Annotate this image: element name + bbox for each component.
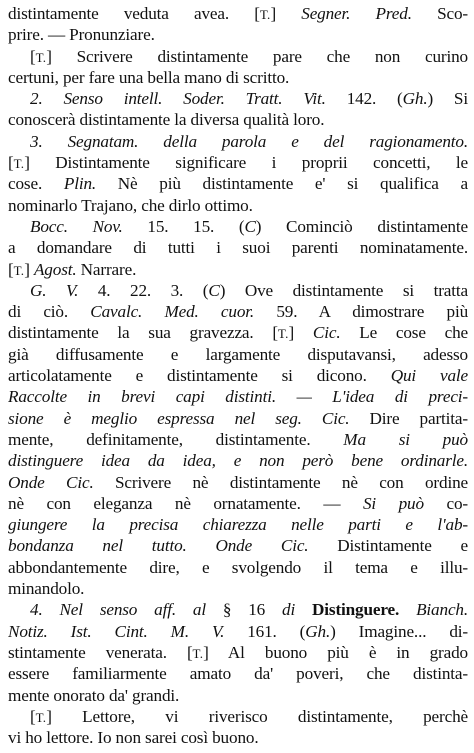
source-marker: T. — [259, 7, 271, 22]
text-segment: già diffusamente e largamente disputavansi, adesso — [8, 344, 468, 364]
text-segment: ) Si — [427, 89, 468, 109]
text-line — [8, 344, 468, 365]
text-line — [8, 450, 468, 471]
text-segment: nominarlo Trajano, che dirlo ottimo. — [8, 195, 253, 215]
text-segment: co- — [423, 493, 468, 513]
source-marker: T. — [13, 156, 25, 172]
text-segment: 15. 15. ( — [122, 216, 245, 236]
text-line — [8, 557, 468, 578]
text-segment: Le cose che — [340, 323, 468, 343]
text-segment: 161. ( — [224, 621, 306, 641]
italic-text: Segner. Pred. — [301, 4, 412, 23]
text-line — [8, 259, 468, 280]
italic-text: Gh. — [402, 89, 428, 109]
text-line — [8, 706, 468, 727]
text-segment: [ — [8, 259, 14, 279]
italic-text: Ma si può — [343, 429, 468, 449]
text-line — [8, 322, 468, 343]
italic-text: G. V. — [30, 280, 79, 300]
text-segment: mente onorato da' grandi. — [8, 685, 180, 705]
text-line — [8, 216, 468, 237]
text-segment: [ — [30, 46, 36, 66]
text-line — [8, 429, 468, 450]
italic-text: C — [208, 280, 220, 300]
italic-text: Cavalc. Med. cuor. — [90, 302, 255, 322]
text-segment: [ — [30, 706, 36, 726]
text-line — [8, 280, 468, 301]
source-marker: T. — [35, 49, 47, 65]
italic-text: distinguere idea da idea, e non però bene ordinarle. — [8, 451, 468, 471]
italic-text: Plin. — [63, 174, 97, 194]
text-segment: minandolo. — [8, 579, 85, 599]
text-segment: ] Al buono più è in grado — [203, 642, 468, 662]
text-segment: Scrivere nè distintamente nè con ordine — [93, 472, 468, 492]
text-segment: distintamente veduta avea. [ — [8, 4, 260, 23]
text-segment: cose. — [8, 174, 64, 194]
source-marker: T. — [13, 262, 25, 278]
text-line — [8, 67, 468, 88]
italic-text: Si può — [362, 493, 424, 513]
italic-text: giungere la precisa chiarezza nelle parti e l'ab- — [8, 515, 468, 535]
text-segment: di ciò. — [8, 302, 91, 322]
text-segment: ) Imagine... di- — [330, 621, 468, 641]
text-segment: ) Ove distintamente si tratta — [219, 280, 468, 300]
text-line — [8, 727, 468, 748]
text-segment: vi ho lettore. Io non sarei così buono. — [8, 728, 259, 748]
text-line — [8, 472, 468, 493]
text-line — [8, 493, 468, 514]
text-segment: [ — [8, 153, 14, 173]
italic-text: 3. Segnatam. della parola e del ragionamento. — [30, 131, 468, 151]
text-line — [8, 365, 468, 386]
text-line — [8, 642, 468, 663]
italic-text: 2. Senso intell. Soder. Tratt. Vit. — [30, 89, 326, 109]
text-segment: ) Cominciò distintamente — [255, 216, 468, 236]
text-segment: prire. — Pronunziare. — [8, 25, 155, 45]
text-line — [8, 408, 468, 429]
text-segment: 4. 22. 3. ( — [78, 280, 209, 300]
text-segment: abbondantemente dire, e svolgendo il tema e illu- — [8, 557, 468, 577]
italic-text: C — [244, 216, 256, 236]
text-segment: ] Scrivere distintamente pare che non curino — [46, 46, 468, 66]
text-line — [8, 535, 468, 556]
italic-text: Notiz. Ist. Cint. M. V. — [8, 621, 225, 641]
source-marker: T. — [192, 645, 204, 661]
text-line — [8, 152, 468, 173]
text-segment: ] Lettore, vi riverisco distintamente, perchè — [46, 706, 468, 726]
text-line — [8, 386, 468, 407]
text-segment: ] — [270, 4, 302, 23]
text-segment: Sco- — [411, 4, 468, 23]
text-segment: mente, definitamente, distintamente. — [8, 429, 344, 449]
text-line — [8, 88, 468, 109]
italic-text: Gh. — [305, 621, 331, 641]
text-segment: nè con eleganza nè ornatamente. — — [8, 493, 363, 513]
source-marker: T. — [35, 709, 47, 725]
text-line — [8, 663, 468, 684]
italic-text: Raccolte in brevi capi distinti. — L'idea di preci- — [8, 387, 468, 407]
text-segment: ] — [24, 259, 34, 279]
text-line — [8, 578, 468, 599]
text-segment: articolatamente e distintamente si dicono. — [8, 366, 391, 386]
text-segment: Dire partita- — [349, 408, 468, 428]
text-line — [8, 195, 468, 216]
text-line — [8, 514, 468, 535]
text-segment: stintamente venerata. [ — [8, 642, 193, 662]
text-segment: conoscerà distintamente la diversa qualità loro. — [8, 110, 325, 130]
text-segment: a domandare di tutti i suoi parenti nominatamente. — [8, 238, 468, 258]
source-marker: T. — [277, 326, 289, 342]
text-segment: Distintamente e — [308, 536, 468, 556]
text-line — [8, 685, 468, 706]
text-line — [8, 301, 468, 322]
text-segment: certuni, per fare una bella mano di scritto. — [8, 67, 290, 87]
text-segment: 59. A dimostrare più — [254, 302, 468, 322]
italic-text: Agost. — [33, 259, 77, 279]
text-line — [8, 109, 468, 130]
text-line — [8, 599, 468, 620]
text-segment: Narrare. — [76, 259, 137, 279]
italic-text: bondanza nel tutto. Onde Cic. — [8, 536, 309, 556]
text-segment: distintamente la sua gravezza. [ — [8, 323, 278, 343]
text-line — [8, 46, 468, 67]
bold-text: Distinguere. — [295, 600, 417, 620]
italic-text: Bianch. — [416, 600, 468, 620]
text-segment: ] — [288, 323, 313, 343]
text-line — [8, 24, 468, 45]
text-segment: § 16 — [205, 600, 283, 620]
text-segment: ] Distintamente significare i proprii concetti, le — [24, 153, 468, 173]
text-segment: essere familiarmente amato da' poveri, che distinta- — [8, 664, 468, 684]
italic-text: Onde Cic. — [8, 472, 94, 492]
italic-text: Bocc. Nov. — [30, 216, 123, 236]
italic-text: sione è meglio espressa nel seg. Cic. — [8, 408, 350, 428]
text-line — [8, 621, 468, 642]
text-line — [8, 3, 468, 24]
text-segment: 142. ( — [325, 89, 403, 109]
italic-text: di — [282, 600, 296, 620]
italic-text: Cic. — [312, 323, 341, 343]
text-line — [8, 237, 468, 258]
italic-text: 4. Nel senso aff. al — [30, 600, 206, 620]
italic-text: Qui vale — [390, 366, 468, 386]
text-line — [8, 131, 468, 152]
text-line — [8, 173, 468, 194]
text-segment: Nè più distintamente e' si qualifica a — [96, 174, 468, 194]
